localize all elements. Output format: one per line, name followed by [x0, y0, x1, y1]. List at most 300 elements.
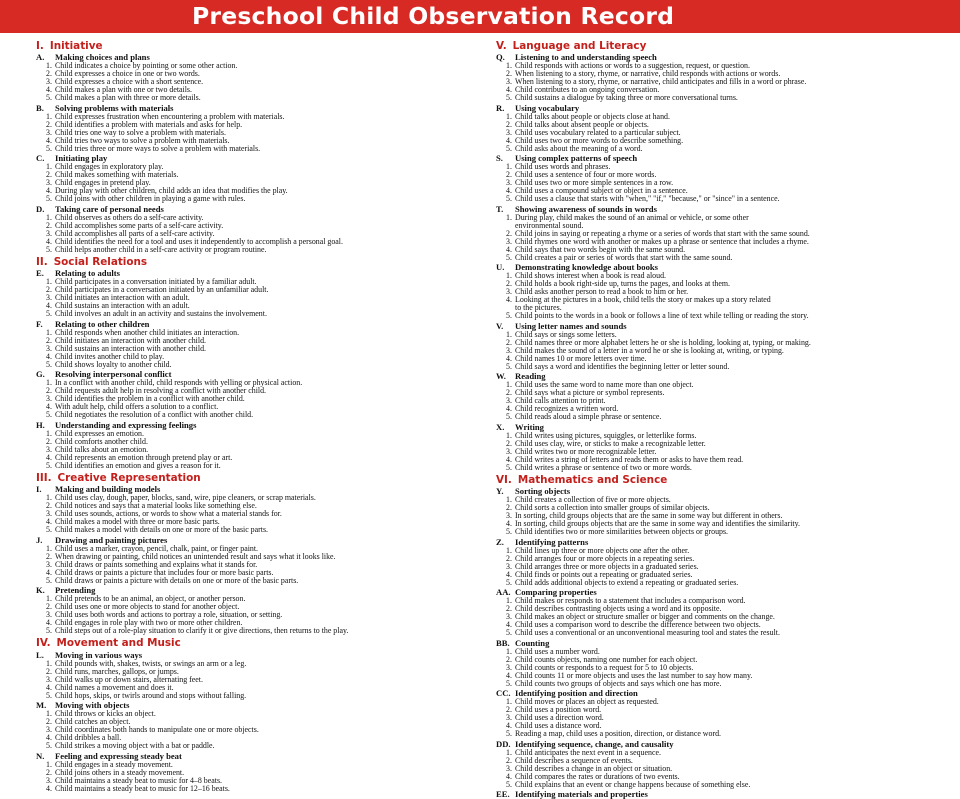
- item-text: Child rhymes one word with another or makes up a phrase or sentence that includes a rhyme.: [515, 237, 809, 246]
- observation-item: [496, 464, 956, 472]
- item-text: Child names a movement and does it.: [55, 683, 174, 692]
- subsection-letter: K.: [36, 586, 45, 596]
- observation-item: [496, 528, 956, 536]
- item-number: 1.: [506, 698, 512, 707]
- subsection-letter: Z.: [496, 537, 504, 547]
- item-number: 3.: [506, 512, 512, 521]
- item-number: 5.: [46, 526, 52, 535]
- observation-item: [36, 195, 484, 203]
- item-number: 2.: [506, 338, 512, 347]
- subsection-title: Relating to other children: [55, 319, 150, 329]
- subsection-letter: J.: [36, 535, 43, 545]
- observation-item: [36, 718, 484, 726]
- subsection-title: Relating to adults: [55, 269, 120, 279]
- item-number: 2.: [506, 655, 512, 664]
- item-number: 4.: [46, 453, 52, 462]
- item-text: Child shows loyalty to another child.: [55, 360, 172, 369]
- item-text: Child writes a phrase or sentence of two or more words.: [515, 463, 692, 472]
- item-number: 5.: [46, 195, 52, 204]
- observation-item: [36, 230, 484, 238]
- item-text: Child says what a picture or symbol represents.: [515, 389, 665, 398]
- section-number: I.: [36, 40, 44, 52]
- observation-item: [36, 502, 484, 510]
- item-number: 5.: [46, 310, 52, 319]
- item-text: Child asks about the meaning of a word.: [515, 144, 643, 153]
- left-column: [36, 38, 484, 793]
- subsection-heading: [496, 538, 956, 547]
- item-text: Child adds additional objects to extend a repeating or graduated series.: [515, 578, 739, 587]
- item-text: Child sustains a dialogue by taking three or more conversational turns.: [515, 94, 738, 103]
- observation-item: [36, 710, 484, 718]
- subsection-letter: I.: [36, 485, 42, 495]
- item-number: 1.: [506, 381, 512, 390]
- item-text: Child reads aloud a simple phrase or sentence.: [515, 413, 662, 422]
- subsection-letter: AA.: [496, 588, 511, 598]
- subsection-letter: C.: [36, 154, 45, 164]
- item-text: Child steps out of a role-play situation to clarify it or give directions, then returns to the play.: [55, 627, 349, 636]
- item-text: Child explains that an event or change happens because of something else.: [515, 780, 751, 789]
- item-number: 5.: [46, 576, 52, 585]
- section-number: IV.: [36, 637, 51, 650]
- observation-item: [496, 296, 956, 304]
- item-number: 5.: [506, 780, 512, 789]
- observation-item: [496, 78, 956, 86]
- subsection-heading: [36, 651, 484, 660]
- item-text: Child points to the words in a book or follows a line of text while telling or reading the story.: [515, 312, 809, 321]
- observation-item: [36, 179, 484, 187]
- item-text: Child counts objects, naming one number for each object.: [515, 655, 698, 664]
- item-number: 5.: [506, 94, 512, 103]
- observation-item: [496, 405, 956, 413]
- observation-item: [496, 629, 956, 637]
- observation-item: [496, 121, 956, 129]
- observation-item: [36, 446, 484, 454]
- item-text: Child uses clay, wire, or sticks to make a recognizable letter.: [515, 439, 706, 448]
- item-text: Child says or sings some letters.: [515, 330, 617, 339]
- section-number: II.: [36, 255, 48, 268]
- item-text: Child joins in saying or repeating a rhyme or a series of words that start with the same sound.: [515, 229, 810, 238]
- observation-item: [36, 692, 484, 700]
- subsection-title: Taking care of personal needs: [55, 204, 164, 214]
- item-text: Child talks about absent people or objects.: [515, 120, 649, 129]
- observation-item: [36, 94, 484, 102]
- section-heading: [496, 474, 956, 486]
- observation-item: [496, 781, 956, 789]
- subsection-letter: M.: [36, 701, 47, 711]
- item-number: 4.: [506, 520, 512, 529]
- observation-item: [36, 438, 484, 446]
- observation-item: [496, 512, 956, 520]
- item-text: Child negotiates the resolution of a conflict with another child.: [55, 411, 254, 420]
- section-heading: [36, 40, 484, 52]
- item-number: 2.: [46, 552, 52, 561]
- observation-item: [496, 765, 956, 773]
- item-text: Child lines up three or more objects one after the other.: [515, 546, 690, 555]
- observation-item: [496, 680, 956, 688]
- item-text: Child shows interest when a book is read aloud.: [515, 272, 666, 281]
- item-number: 3.: [506, 613, 512, 622]
- item-number: 5.: [46, 94, 52, 103]
- subsection-heading: [496, 322, 956, 331]
- subsection-heading: [36, 536, 484, 545]
- item-text: Child describes a change in an object or situation.: [515, 764, 673, 773]
- item-text: Child makes an object or structure smaller or bigger and comments on the change.: [515, 613, 775, 622]
- subsection-heading: [496, 53, 956, 62]
- subsection-letter: CC.: [496, 689, 511, 699]
- item-text: Child tries two ways to solve a problem with materials.: [55, 136, 230, 145]
- section-heading: [496, 40, 956, 52]
- item-number: 3.: [46, 229, 52, 238]
- observation-item: [36, 761, 484, 769]
- item-text: Child pounds with, shakes, twists, or swings an arm or a leg.: [55, 659, 247, 668]
- item-number: 5.: [506, 578, 512, 587]
- item-number: 2.: [46, 387, 52, 396]
- observation-item: [496, 456, 956, 464]
- observation-item: [496, 254, 956, 262]
- observation-item: [36, 214, 484, 222]
- item-text: Child makes a plan with three or more details.: [55, 94, 201, 103]
- item-text: Child identifies a problem with materials and asks for help.: [55, 120, 243, 129]
- item-text: Child runs, marches, gallops, or jumps.: [55, 667, 179, 676]
- item-number: 4.: [46, 187, 52, 196]
- item-number: 4.: [46, 237, 52, 246]
- observation-item: [496, 432, 956, 440]
- subsection-heading: [496, 263, 956, 272]
- item-text: Looking at the pictures in a book, child tells the story or makes up a story related: [515, 296, 771, 305]
- item-text: Child requests adult help in resolving a conflict with another child.: [55, 387, 267, 396]
- item-number: 3.: [506, 562, 512, 571]
- item-number: 4.: [46, 302, 52, 311]
- observation-item: [36, 510, 484, 518]
- item-text: Child uses a conventional or an unconventional measuring tool and states the result.: [515, 629, 780, 638]
- observation-item: [36, 569, 484, 577]
- observation-item: [496, 129, 956, 137]
- observation-item: [36, 494, 484, 502]
- item-number: 4.: [506, 245, 512, 254]
- item-text: Child makes a plan with one or two details.: [55, 86, 192, 95]
- subsection-heading: [36, 752, 484, 761]
- observation-item: [496, 280, 956, 288]
- item-text: Child describes contrasting objects using a word and its opposite.: [515, 605, 722, 614]
- item-number: 4.: [506, 405, 512, 414]
- subsection-letter: V.: [496, 321, 504, 331]
- item-text: Child invites another child to play.: [55, 352, 165, 361]
- item-number: 2.: [506, 439, 512, 448]
- item-text: Child talks about an emotion.: [55, 445, 149, 454]
- item-number: 4.: [506, 354, 512, 363]
- item-text: Child contributes to an ongoing conversation.: [515, 86, 660, 95]
- item-text: Child uses a direction word.: [515, 714, 604, 723]
- observation-item: [496, 664, 956, 672]
- section-heading: [36, 472, 484, 484]
- item-text: Child makes a model with three or more basic parts.: [55, 518, 220, 527]
- subsection-title: Showing awareness of sounds in words: [515, 204, 657, 214]
- observation-item: [36, 379, 484, 387]
- item-number: 1.: [46, 62, 52, 71]
- observation-item: [36, 337, 484, 345]
- item-number: 1.: [46, 112, 52, 121]
- observation-item: [496, 757, 956, 765]
- item-number: 4.: [506, 570, 512, 579]
- subsection-title: Identifying patterns: [515, 537, 589, 547]
- observation-item: [36, 329, 484, 337]
- observation-item: [496, 773, 956, 781]
- observation-item: [36, 129, 484, 137]
- item-text: Child holds a book right-side up, turns the pages, and looks at them.: [515, 280, 730, 289]
- observation-item: [36, 726, 484, 734]
- section-heading: [36, 256, 484, 268]
- observation-item: [496, 62, 956, 70]
- observation-item: [496, 397, 956, 405]
- item-text: Child arranges three or more objects in a graduated series.: [515, 562, 699, 571]
- observation-item: [36, 278, 484, 286]
- item-number: 3.: [46, 78, 52, 87]
- observation-item: [496, 230, 956, 238]
- item-text: In a conflict with another child, child responds with yelling or physical action.: [55, 379, 303, 388]
- item-number: 1.: [46, 595, 52, 604]
- item-text: Child uses a comparison word to describe the difference between two objects.: [515, 621, 761, 630]
- observation-item: [496, 331, 956, 339]
- item-text: Child indicates a choice by pointing or some other action.: [55, 62, 238, 71]
- item-text: With adult help, child offers a solution to a conflict.: [55, 403, 219, 412]
- section-title: Initiative: [49, 40, 103, 52]
- observation-item: [36, 145, 484, 153]
- item-text: Child creates a pair or series of words that start with the same sound.: [515, 253, 733, 262]
- item-text: In sorting, child groups objects that are the same in some way but different in others.: [515, 512, 783, 521]
- item-number: 3.: [46, 675, 52, 684]
- item-text: Child dribbles a ball.: [55, 734, 122, 743]
- item-text: Child expresses a choice in one or two words.: [55, 70, 200, 79]
- item-text: Child tries three or more ways to solve a problem with materials.: [55, 144, 261, 153]
- subsection-heading: [496, 372, 956, 381]
- item-text: Child expresses an emotion.: [55, 429, 144, 438]
- observation-item: [496, 179, 956, 187]
- item-text: Child names three or more alphabet letters he or she is holding, looking at, typing, or making.: [515, 338, 811, 347]
- item-text: Child makes a model with details on one or more of the basic parts.: [55, 526, 268, 535]
- item-number: 4.: [46, 352, 52, 361]
- item-number: 3.: [46, 510, 52, 519]
- item-text: Child uses words and phrases.: [515, 163, 611, 172]
- subsection-letter: BB.: [496, 638, 510, 648]
- observation-item: [36, 238, 484, 246]
- subsection-letter: G.: [36, 370, 45, 380]
- item-number: 2.: [506, 229, 512, 238]
- subsection-title: Making choices and plans: [55, 53, 150, 63]
- observation-item: [496, 94, 956, 102]
- item-number: 2.: [506, 504, 512, 513]
- item-text: Child draws or paints a picture that includes four or more basic parts.: [55, 568, 274, 577]
- subsection-title: Listening to and understanding speech: [515, 53, 657, 63]
- section: [36, 256, 484, 470]
- item-number: 4.: [46, 784, 52, 793]
- item-text: Child participates in a conversation initiated by an unfamiliar adult.: [55, 286, 269, 295]
- item-text: Child uses a marker, crayon, pencil, chalk, paint, or finger paint.: [55, 544, 259, 553]
- item-number: 2.: [46, 171, 52, 180]
- item-number: 5.: [506, 679, 512, 688]
- observation-item: [496, 504, 956, 512]
- observation-item: [36, 137, 484, 145]
- subsection-title: Pretending: [55, 586, 96, 596]
- item-text: Child joins with other children in playing a game with rules.: [55, 195, 246, 204]
- item-number: 3.: [46, 344, 52, 353]
- subsection-title: Sorting objects: [515, 487, 571, 497]
- item-text: Child strikes a moving object with a bat or paddle.: [55, 742, 215, 751]
- item-number: 1.: [506, 748, 512, 757]
- subsection-heading: [496, 487, 956, 496]
- item-number: 5.: [506, 195, 512, 204]
- item-text: Child maintains a steady beat to music for 12–16 beats.: [55, 784, 230, 793]
- subsection-letter: EE.: [496, 790, 510, 799]
- item-text: Child sorts a collection into smaller groups of similar objects.: [515, 504, 710, 513]
- item-text: Child maintains a steady beat to music for 4–8 beats.: [55, 776, 222, 785]
- item-text: Child throws or kicks an object.: [55, 710, 156, 719]
- item-number: 2.: [46, 286, 52, 295]
- observation-item: [496, 749, 956, 757]
- item-text: When listening to a story, rhyme, or narrative, child responds with actions or words.: [515, 70, 781, 79]
- item-number: 2.: [46, 768, 52, 777]
- section: [496, 40, 956, 472]
- item-text: Child counts 11 or more objects and uses the last number to say how many.: [515, 671, 753, 680]
- item-number: 2.: [506, 554, 512, 563]
- observation-item: [36, 345, 484, 353]
- item-number: 2.: [46, 603, 52, 612]
- item-text: During play with other children, child adds an idea that modifies the play.: [55, 187, 288, 196]
- item-text: Child writes two or more recognizable letter.: [515, 447, 657, 456]
- item-number: 5.: [506, 144, 512, 153]
- item-text: Child responds when another child initiates an interaction.: [55, 328, 240, 337]
- observation-item: [496, 413, 956, 421]
- subsection-letter: N.: [36, 751, 45, 761]
- item-number: 3.: [506, 447, 512, 456]
- item-number: 5.: [46, 245, 52, 254]
- subsection-title: Using complex patterns of speech: [515, 154, 638, 164]
- item-text: Child makes or responds to a statement that includes a comparison word.: [515, 597, 746, 606]
- item-text: Child walks up or down stairs, alternating feet.: [55, 675, 203, 684]
- subsection-heading: [36, 205, 484, 214]
- item-number: 5.: [506, 528, 512, 537]
- item-number: 5.: [506, 463, 512, 472]
- item-number: 2.: [46, 667, 52, 676]
- title-banner: [0, 0, 960, 33]
- section: [36, 40, 484, 254]
- observation-item: [36, 171, 484, 179]
- item-text: Child notices and says that a material looks like something else.: [55, 502, 257, 511]
- item-number: 5.: [46, 144, 52, 153]
- observation-item: [496, 86, 956, 94]
- item-text: Child writes using pictures, squiggles, or letterlike forms.: [515, 431, 697, 440]
- item-text: Child coordinates both hands to manipulate one or more objects.: [55, 726, 259, 735]
- right-column: [496, 38, 956, 799]
- subsection-heading: [36, 370, 484, 379]
- subsection-heading: [496, 104, 956, 113]
- item-number: 1.: [506, 62, 512, 71]
- item-number: 1.: [46, 544, 52, 553]
- item-text: Child identifies the problem in a conflict with another child.: [55, 395, 245, 404]
- item-number: 1.: [46, 213, 52, 222]
- subsection-title: Drawing and painting pictures: [55, 535, 168, 545]
- item-text: Child uses a compound subject or object in a sentence.: [515, 187, 688, 196]
- item-text: Child uses vocabulary related to a particular subject.: [515, 128, 681, 137]
- observation-item: [496, 698, 956, 706]
- observation-item: [36, 454, 484, 462]
- observation-item: [496, 722, 956, 730]
- item-text: Child identifies an emotion and gives a reason for it.: [55, 461, 221, 470]
- item-text: Child uses the same word to name more than one object.: [515, 381, 694, 390]
- observation-item: [36, 163, 484, 171]
- observation-item: [36, 246, 484, 254]
- observation-item: [496, 496, 956, 504]
- item-text: In sorting, child groups objects that are the same in some way and identifies the similarity.: [515, 520, 801, 529]
- item-number: 2.: [506, 389, 512, 398]
- subsection-letter: A.: [36, 53, 45, 63]
- subsection-letter: Q.: [496, 53, 505, 63]
- item-number: 4.: [506, 136, 512, 145]
- item-number: 2.: [46, 502, 52, 511]
- subsection-heading: [36, 421, 484, 430]
- item-number: 1.: [506, 213, 512, 222]
- item-text: Child says a word and identifies the beginning letter or letter sound.: [515, 362, 730, 371]
- item-text: Child counts two groups of objects and says which one has more.: [515, 679, 722, 688]
- item-text: Child engages in pretend play.: [55, 179, 151, 188]
- item-text: Child moves or places an object as requested.: [515, 698, 659, 707]
- item-number: 1.: [506, 597, 512, 606]
- observation-item: [496, 579, 956, 587]
- item-text-continuation: environmental sound.: [515, 221, 584, 230]
- observation-item: [36, 518, 484, 526]
- item-number: 4.: [46, 734, 52, 743]
- observation-item: [496, 339, 956, 347]
- item-text: Child responds with actions or words to a suggestion, request, or question.: [515, 62, 750, 71]
- subsection-title: Moving with objects: [55, 701, 130, 711]
- observation-item: [496, 706, 956, 714]
- item-text: Child uses a number word.: [515, 647, 600, 656]
- item-number: 1.: [506, 112, 512, 121]
- subsection-letter: L.: [36, 650, 44, 660]
- item-text: Child makes something with materials.: [55, 171, 179, 180]
- subsection-title: Demonstrating knowledge about books: [515, 263, 659, 273]
- item-number: 1.: [46, 429, 52, 438]
- item-number: 3.: [46, 445, 52, 454]
- subsection-heading: [36, 269, 484, 278]
- item-text: Child hops, skips, or twirls around and stops without falling.: [55, 691, 247, 700]
- item-text: Child accomplishes all parts of a self-care activity.: [55, 229, 215, 238]
- item-text: Child sustains an interaction with an adult.: [55, 302, 190, 311]
- observation-item: [36, 742, 484, 750]
- observation-item: [496, 613, 956, 621]
- item-number: 3.: [46, 776, 52, 785]
- item-text: Child writes a string of letters and reads them or asks to have them read.: [515, 455, 744, 464]
- item-number: 4.: [46, 619, 52, 628]
- item-number: 4.: [46, 403, 52, 412]
- item-number: 5.: [506, 362, 512, 371]
- observation-item: [496, 355, 956, 363]
- observation-item: [496, 312, 956, 320]
- subsection-heading: [36, 701, 484, 710]
- subsection-letter: U.: [496, 263, 505, 273]
- subsection-heading: [36, 320, 484, 329]
- page-title: Preschool Child Observation Record: [192, 2, 675, 30]
- item-number: 1.: [506, 496, 512, 505]
- subsection-letter: T.: [496, 204, 504, 214]
- section: [496, 474, 956, 799]
- item-number: 5.: [46, 360, 52, 369]
- section-number: VI.: [496, 473, 512, 486]
- item-number: 3.: [506, 346, 512, 355]
- subsection-title: Understanding and expressing feelings: [55, 420, 197, 430]
- item-number: 2.: [506, 756, 512, 765]
- observation-item: [36, 222, 484, 230]
- item-number: 3.: [506, 288, 512, 297]
